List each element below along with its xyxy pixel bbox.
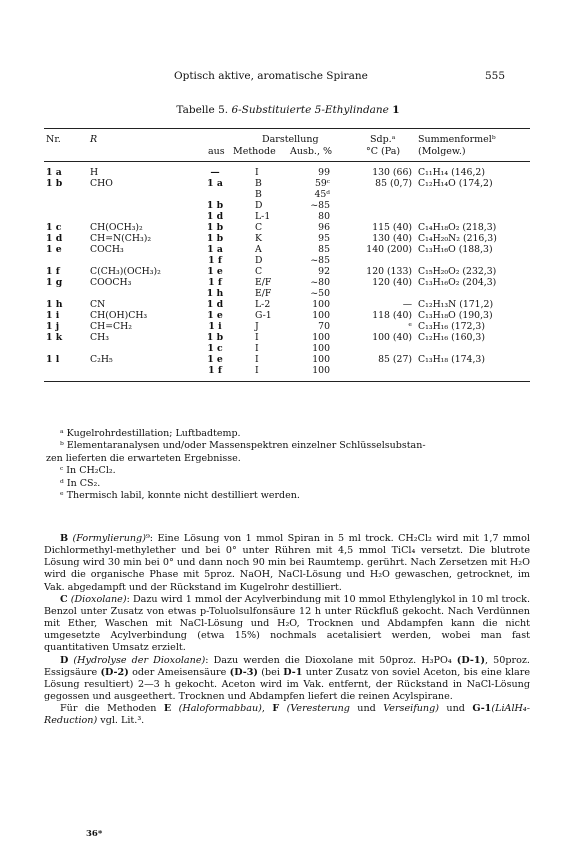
paragraph-text: (bei	[257, 666, 284, 678]
cell-formel: C₁₃H₁₈O (190,3)	[418, 310, 493, 321]
cell-ausb: 59ᶜ	[314, 178, 330, 189]
cell-methode: L-2	[255, 299, 271, 310]
cell-ausb: 45ᵈ	[314, 189, 330, 200]
cell-nr: 1 c	[46, 222, 62, 233]
table-row	[0, 222, 576, 233]
method-label: C	[60, 593, 68, 605]
table-caption	[0, 104, 576, 116]
footnote-e: ᵉ Thermisch labil, konnte nicht destilliert werden.	[60, 490, 300, 502]
cell-aus: 1 i	[208, 321, 222, 332]
paragraph-text: unter Zusatz von soviel Aceton, bis eine klare Lösung resultiert) 2—3 h gekocht. Aceton wird im Vak. entfernt, der Rückstand in NaCl-Lösung gegossen und ausgeethert. Trocknen und Abdampfen liefert die reinen Acylspirane.	[44, 666, 530, 703]
cell-methode: C	[255, 266, 263, 277]
cell-formel: C₁₅H₂₀O₂ (232,3)	[418, 266, 497, 277]
paragraph-text: und	[349, 703, 384, 715]
table-row	[0, 365, 576, 376]
cell-aus: 1 b	[206, 222, 224, 233]
table-footnotes	[46, 428, 530, 502]
cell-ausb: 92	[318, 266, 330, 277]
header-methode: Methode	[233, 146, 276, 157]
cell-aus: 1 f	[208, 277, 222, 288]
method-ref: (D-2)	[100, 666, 129, 678]
header-r: R	[90, 134, 98, 145]
table-header-rule	[44, 161, 530, 162]
cell-aus: 1 h	[206, 288, 224, 299]
table-row	[0, 266, 576, 277]
cell-ausb: 96	[318, 222, 330, 233]
table-caption-compound: 1	[392, 104, 400, 116]
running-title: Optisch aktive, aromatische Spirane	[174, 70, 368, 82]
method-title: (Veresterung	[279, 703, 350, 715]
paragraph-text: vgl. Lit.³.	[97, 715, 145, 727]
cell-nr: 1 g	[46, 277, 63, 288]
method-title: (Formylierung)	[72, 533, 146, 544]
cell-r: CH₃	[90, 332, 109, 343]
cell-ausb: 85	[318, 244, 330, 255]
footnote-d: ᵈ In CS₂.	[60, 477, 101, 489]
header-darstellung: Darstellung	[262, 134, 319, 145]
table-row	[0, 354, 576, 365]
method-ref: E	[163, 703, 172, 715]
cell-sdp: 140 (200)	[366, 244, 412, 255]
cell-methode: I	[255, 332, 259, 343]
method-ref: (D-1)	[456, 654, 486, 666]
cell-methode: K	[255, 233, 262, 244]
cell-ausb: 70	[318, 321, 330, 332]
method-title: (Haloformabbau)	[171, 703, 262, 715]
paragraph-text: ,	[261, 703, 273, 715]
cell-methode: G-1	[255, 310, 272, 321]
cell-nr: 1 d	[46, 233, 63, 244]
table-row	[0, 299, 576, 310]
footnote-b-continued: zen lieferten die erwarteten Ergebnisse.	[46, 452, 241, 464]
cell-sdp: 130 (40)	[372, 233, 412, 244]
table-row	[0, 244, 576, 255]
paragraph-method-c	[44, 594, 530, 655]
cell-nr: 1 e	[46, 244, 62, 255]
cell-nr: 1 f	[46, 266, 60, 277]
cell-ausb: 100	[312, 354, 330, 365]
cell-methode: L-1	[255, 211, 271, 222]
cell-methode: J	[255, 321, 259, 332]
method-ref: D-1	[283, 666, 303, 678]
header-nr: Nr.	[46, 134, 61, 145]
page-number: 555	[485, 70, 506, 82]
cell-ausb: ~80	[310, 277, 330, 288]
signature-mark: 36*	[86, 829, 103, 839]
cell-sdp: 85 (27)	[378, 354, 412, 365]
cell-aus: 1 e	[207, 354, 223, 365]
method-ref: (D-3)	[229, 666, 258, 678]
table-row	[0, 200, 576, 211]
paragraph-methods-efg	[44, 703, 530, 727]
cell-aus: 1 b	[206, 332, 224, 343]
paragraph-text: oder Ameisensäure	[128, 666, 230, 678]
cell-formel: C₁₂H₁₃N (171,2)	[418, 299, 494, 310]
cell-ausb: 80	[318, 211, 330, 222]
paragraph-text: und	[439, 703, 473, 715]
footnote-a: ᵃ Kugelrohrdestillation; Luftbadtemp.	[60, 428, 241, 439]
table-row	[0, 178, 576, 189]
cell-aus: 1 a	[207, 244, 223, 255]
cell-methode: E/F	[255, 277, 272, 288]
cell-nr: 1 l	[46, 354, 60, 365]
cell-sdp: 115 (40)	[372, 222, 412, 233]
cell-aus: 1 f	[208, 255, 222, 266]
cell-nr: 1 a	[46, 167, 62, 178]
header-sdp: Sdp.ᵃ	[370, 134, 396, 145]
cell-ausb: 95	[318, 233, 330, 244]
method-label: D	[60, 654, 69, 666]
table-caption-title: 6-Substituierte 5-Ethylindane	[231, 104, 389, 116]
table-row	[0, 255, 576, 266]
cell-methode: B	[255, 189, 262, 200]
header-aus: aus	[208, 146, 225, 157]
cell-sdp: 130 (66)	[372, 167, 412, 178]
cell-methode: A	[255, 244, 262, 255]
cell-formel: C₁₁H₁₄ (146,2)	[418, 167, 485, 178]
method-title: (LiAlH₄-Reduction)	[44, 703, 530, 727]
body-text	[44, 533, 530, 728]
cell-methode: I	[255, 167, 259, 178]
paragraph-method-d	[44, 655, 530, 704]
method-ref: G-1	[472, 703, 492, 715]
cell-nr: 1 i	[46, 310, 60, 321]
cell-sdp: 118 (40)	[372, 310, 412, 321]
cell-ausb: ~85	[310, 200, 330, 211]
cell-sdp: ᵉ	[408, 321, 412, 332]
cell-nr: 1 h	[46, 299, 63, 310]
table-row	[0, 189, 576, 200]
cell-ausb: 100	[312, 365, 330, 376]
method-title: (Hydrolyse der Dioxolane)	[73, 654, 206, 666]
header-ausb: Ausb., %	[290, 146, 333, 157]
paragraph-text: : Dazu wird 1 mmol der Acylverbindung mit 10 mmol Ethylenglykol in 10 ml trock. Benzol unter Zusatz von etwas p-Toluolsulfonsäure 12 h unter Rückfluß gekocht. Nach Verdünnen mit Ether, Waschen mit NaCl-Lösung und H₂O, Trocknen und Abdampfen kann die nicht umgesetzte Acylverbindung (etwa 15%) nochmals acetalisiert werden, wobei man fast quantitativen Umsatz erzielt.	[44, 593, 530, 654]
cell-methode: I	[255, 365, 259, 376]
cell-sdp: 100 (40)	[372, 332, 412, 343]
cell-formel: C₁₄H₂₀N₂ (216,3)	[418, 233, 497, 244]
cell-ausb: 100	[312, 343, 330, 354]
cell-aus: —	[210, 167, 220, 178]
cell-ausb: 99	[318, 167, 330, 178]
cell-methode: I	[255, 354, 259, 365]
cell-r: CH(OH)CH₃	[90, 310, 148, 321]
cell-r: CN	[90, 299, 106, 310]
table-row	[0, 167, 576, 178]
cell-r: COOCH₃	[90, 277, 132, 288]
footnote-c: ᶜ In CH₂Cl₂.	[60, 465, 116, 477]
cell-methode: D	[255, 255, 263, 266]
cell-sdp: 85 (0,7)	[375, 178, 412, 189]
cell-formel: C₁₃H₁₆ (172,3)	[418, 321, 485, 332]
cell-aus: 1 e	[207, 266, 223, 277]
paragraph-text: , 50proz. Essigsäure	[44, 654, 530, 678]
cell-formel: C₁₃H₁₆O (188,3)	[418, 244, 493, 255]
cell-ausb: 100	[312, 299, 330, 310]
paragraph-text: Für die Methoden	[60, 703, 164, 715]
table-row	[0, 233, 576, 244]
cell-ausb: ~50	[310, 288, 330, 299]
header-sdp-unit: °C (Pa)	[366, 146, 401, 157]
cell-ausb: ~85	[310, 255, 330, 266]
cell-ausb: 100	[312, 310, 330, 321]
cell-formel: C₁₂H₁₄O (174,2)	[418, 178, 493, 189]
cell-methode: B	[255, 178, 262, 189]
cell-aus: 1 b	[206, 200, 224, 211]
header-formel: Summenformelᵇ	[418, 134, 496, 145]
cell-sdp: 120 (133)	[366, 266, 412, 277]
table-row	[0, 310, 576, 321]
cell-formel: C₁₃H₁₈ (174,3)	[418, 354, 485, 365]
table-row	[0, 288, 576, 299]
method-title: Verseifung)	[383, 703, 439, 715]
table-top-rule	[44, 128, 530, 129]
cell-r: CH=CH₂	[90, 321, 132, 332]
cell-formel: C₁₂H₁₆ (160,3)	[418, 332, 485, 343]
table-row	[0, 321, 576, 332]
cell-r: CH(OCH₃)₂	[90, 222, 143, 233]
paragraph-text: ⁹: Eine Lösung von 1 mmol Spiran in 5 ml trock. CH₂Cl₂ wird mit 1,7 mmol Dichlormethyl-methylether und bei 0° unter Rühren mit 4,5 mmol TiCl₄ versetzt. Die blutrote Lösung wird 30 min bei 0° und dann noch 90 min bei Raumtemp. gerührt. Nach Zersetzen mit H₂O wird die organische Phase mit 5proz. NaOH, NaCl-Lösung und H₂O gewaschen, getrocknet, im Vak. abgedampft und der Rückstand im Kugelrohr destilliert.	[44, 533, 530, 593]
footnote-b: ᵇ Elementaranalysen und/oder Massenspektren einzelner Schlüsselsubstan-	[60, 440, 426, 452]
table-row	[0, 211, 576, 222]
cell-methode: I	[255, 343, 259, 354]
header-molgew: (Molgew.)	[418, 146, 466, 157]
cell-ausb: 100	[312, 332, 330, 343]
cell-r: CH=N(CH₃)₂	[90, 233, 152, 244]
method-label: B	[60, 533, 69, 544]
cell-aus: 1 f	[208, 365, 222, 376]
paragraph-text: : Dazu werden die Dioxolane mit 50proz. H₃PO₄	[205, 654, 457, 666]
cell-formel: C₁₃H₁₆O₂ (204,3)	[418, 277, 497, 288]
cell-formel: C₁₄H₁₈O₂ (218,3)	[418, 222, 497, 233]
cell-nr: 1 k	[46, 332, 63, 343]
cell-r: C(CH₃)(OCH₃)₂	[90, 266, 161, 277]
cell-sdp: —	[402, 299, 412, 310]
cell-aus: 1 b	[206, 233, 224, 244]
method-title: (Dioxolane)	[70, 593, 127, 605]
paragraph-method-b	[44, 533, 530, 594]
cell-methode: E/F	[255, 288, 272, 299]
table-caption-prefix: Tabelle 5.	[176, 104, 229, 116]
cell-nr: 1 j	[46, 321, 60, 332]
cell-aus: 1 d	[206, 299, 224, 310]
cell-nr: 1 b	[46, 178, 63, 189]
cell-r: C₂H₅	[90, 354, 113, 365]
cell-r: CHO	[90, 178, 113, 189]
table-bottom-rule	[44, 381, 530, 382]
cell-aus: 1 c	[207, 343, 223, 354]
cell-r: COCH₃	[90, 244, 124, 255]
cell-methode: D	[255, 200, 263, 211]
cell-aus: 1 e	[207, 310, 223, 321]
cell-methode: C	[255, 222, 263, 233]
cell-aus: 1 a	[207, 178, 223, 189]
table-row	[0, 277, 576, 288]
table-row	[0, 332, 576, 343]
cell-aus: 1 d	[206, 211, 224, 222]
cell-sdp: 120 (40)	[372, 277, 412, 288]
table-row	[0, 343, 576, 354]
cell-r: H	[90, 167, 99, 178]
method-ref: F	[272, 703, 280, 715]
